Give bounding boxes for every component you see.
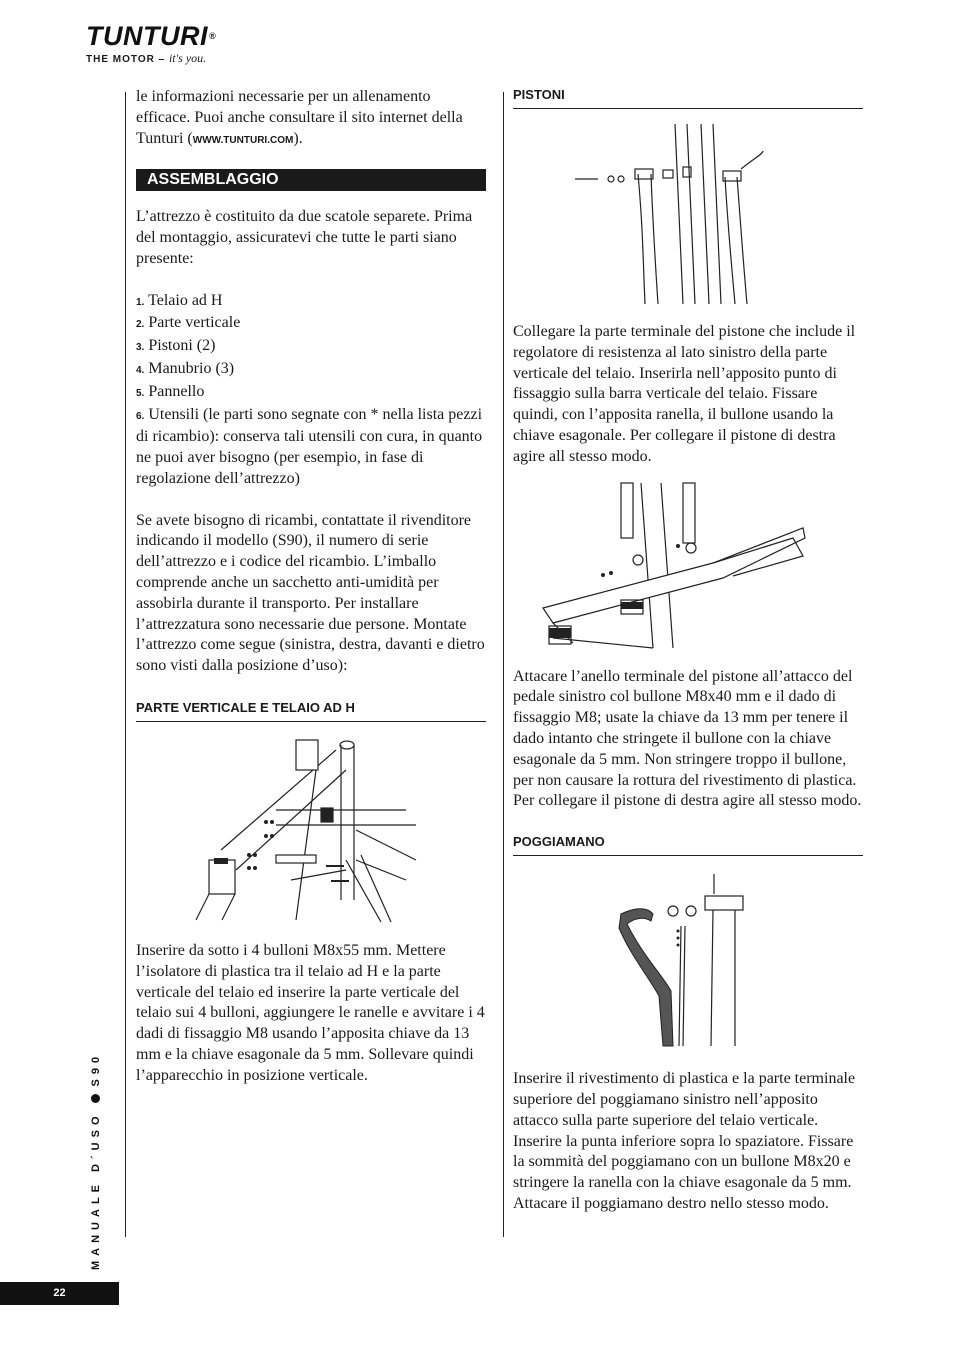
assembly-intro: L’attrezzo è costituito da due scatole separete. Prima del montaggio, assicuratevi che tutte le parti siano presente:: [136, 208, 473, 267]
frame-assembly-figure: [136, 730, 486, 925]
manual-side-label: MANUALE D´USOS90: [90, 1051, 102, 1270]
parts-list: [136, 291, 486, 490]
right-column: [513, 87, 863, 1215]
bullet-icon: [91, 1095, 100, 1104]
website-link[interactable]: WWW.TUNTURI.COM: [192, 134, 294, 146]
list-item: 5. Pannello: [136, 382, 205, 400]
spare-parts-paragraph: Se avete bisogno di ricambi, contattate il rivenditore indicando il modello (S90), il numero di serie dell’attrezzo e i codice del ricambio. L’imballo comprende anche un sacchetto anti-umidità per assobirla durante il transporto. Per installare l’attrezzatura sono necessarie due persone. Montate l’attrezzo come segue (sinistra, destra, davanti e dietro sono visti dalla posizione d’uso):: [136, 511, 485, 675]
column-rule-left: [125, 92, 126, 1237]
handrail-instructions: Inserire il rivestimento di plastica e la parte terminale superiore del poggiamano sinistro nell’apposito attacco sulla parte superiore del telaio verticale. Inserire la punta inferiore sopra lo spaziatore. Fissare la sommità del poggiamano con un bullone M8x20 e stringere la ranella con la chiave esagonale da 5 mm. Attacare il poggiamano destro nello stesso modo.: [513, 1070, 856, 1212]
brand-wordmark: TUNTURI®: [86, 21, 217, 51]
brand-tagline: THE MOTOR – it's you.: [86, 51, 207, 65]
page-number: 22: [0, 1282, 119, 1305]
list-item: 3. Pistoni (2): [136, 337, 216, 355]
piston-pedal-figure: [513, 478, 863, 653]
subheading-pistoni: PISTONI: [513, 87, 863, 109]
list-item: 1. Telaio ad H: [136, 291, 223, 309]
column-rule-right: [503, 92, 504, 1237]
section-title-assemblaggio: ASSEMBLAGGIO: [136, 169, 486, 191]
subheading-poggiamano: POGGIAMANO: [513, 834, 863, 856]
piston-instructions-1: Collegare la parte terminale del pistone che include il regolatore di resistenza al lato sinistro della parte verticale del telaio. Inserirla nell’apposito punto di fissaggio sulla barra verticale del telaio. Fissare quindi, con l’apposita ranella, il bullone usando la chiave esagonale. Per collegare il pistone di destra agire all stesso modo.: [513, 323, 856, 465]
intro-paragraph: le informazioni necessarie per un allenamento efficace. Puoi anche consultare il sito internet della Tunturi (WWW.TUNTURI.COM).: [136, 88, 463, 147]
list-item: 4. Manubrio (3): [136, 359, 235, 377]
left-column: [136, 87, 486, 1087]
list-item: 2. Parte verticale: [136, 314, 241, 332]
brand-logo: [86, 22, 216, 66]
handrail-figure: [513, 866, 863, 1051]
frame-instructions: Inserire da sotto i 4 bulloni M8x55 mm. Mettere l’isolatore di plastica tra il telaio ad H e la parte verticale del telaio ed inserire la parte verticale del telaio sui 4 bulloni, aggiungere le ranelle e avvitare i 4 dadi di fissaggio M8 usando l’apposita chiave da 13 mm e la chiave esagonale da 5 mm. Sollevare quindi l’apparecchio in posizione verticale.: [136, 941, 485, 1084]
piston-attachment-figure: [513, 119, 863, 309]
list-item: 6. Utensili (le parti sono segnate con * nella lista pezzi di ricambio): conserva tali utensili con cura, in quanto ne puoi aver bisogno (per esempio, in fase di regolazione dell’attrezzo): [136, 405, 483, 487]
piston-instructions-2: Attacare l’anello terminale del pistone all’attacco del pedale sinistro col bullone M8x40 mm e il dado di fissaggio M8; usate la chiave da 13 mm per tenere il dado intanto che stringete il bullone con la chiave esagonale da 5 mm. Non stringere troppo il bullone, per non causare la rottura del rivestimento di plastica. Per collegare il pistone di destra agire all stesso modo.: [513, 667, 862, 810]
subheading-parte-verticale: PARTE VERTICALE E TELAIO AD H: [136, 700, 486, 722]
